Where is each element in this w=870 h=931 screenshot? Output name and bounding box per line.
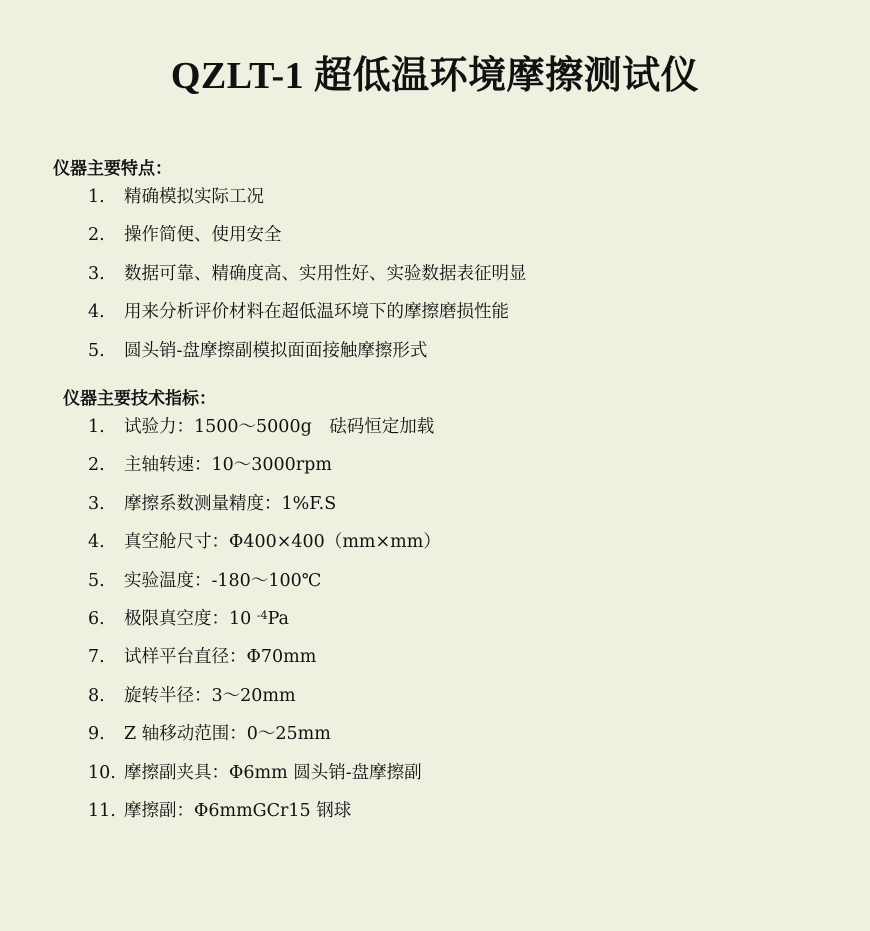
item-number: 3. xyxy=(88,263,105,284)
item-text: 试样平台直径：Φ70mm xyxy=(124,647,317,668)
features-list xyxy=(88,186,527,378)
list-item xyxy=(88,263,527,301)
item-text: 主轴转速：10～3000rpm xyxy=(124,455,332,476)
list-item xyxy=(88,301,527,339)
item-number: 5. xyxy=(88,570,105,591)
item-text: 操作简便、使用安全 xyxy=(124,225,282,246)
item-text: 精确模拟实际工况 xyxy=(124,187,264,207)
item-number: 1. xyxy=(88,187,105,207)
item-number: 4. xyxy=(88,532,105,553)
features-heading: 仪器主要特点： xyxy=(53,159,172,179)
list-item xyxy=(88,186,527,224)
unit-text: Pa xyxy=(267,608,289,629)
item-text: 真空舱尺寸：Φ400×400（mm×mm） xyxy=(124,532,441,553)
item-text xyxy=(124,608,289,646)
list-item xyxy=(88,608,441,646)
list-item xyxy=(88,224,527,262)
list-item xyxy=(88,685,441,723)
list-item xyxy=(88,531,441,569)
specs-heading: 仪器主要技术指标： xyxy=(63,389,216,409)
item-number: 1. xyxy=(88,417,105,437)
list-item xyxy=(88,570,441,608)
list-item xyxy=(88,454,441,492)
list-item xyxy=(88,416,441,454)
specs-list xyxy=(88,416,441,838)
item-text: Z 轴移动范围：0～25mm xyxy=(124,724,331,745)
item-number: 6. xyxy=(88,608,105,629)
item-text: 旋转半径：3～20mm xyxy=(124,685,296,706)
item-number: 2. xyxy=(88,225,105,246)
item-number: 5. xyxy=(88,340,105,361)
item-text: 数据可靠、精确度高、实用性好、实验数据表征明显 xyxy=(124,263,527,284)
item-text: 用来分析评价材料在超低温环境下的摩擦磨损性能 xyxy=(124,302,509,323)
item-number: 9. xyxy=(88,724,105,745)
item-number: 4. xyxy=(88,302,105,323)
list-item xyxy=(88,762,441,800)
item-text: 摩擦系数测量精度：1%F.S xyxy=(124,493,337,514)
exponent: -4 xyxy=(256,608,268,622)
list-item xyxy=(88,340,527,378)
list-item xyxy=(88,493,441,531)
list-item xyxy=(88,646,441,684)
page-title: QZLT-1 超低温环境摩擦测试仪 xyxy=(170,55,700,97)
item-number: 8. xyxy=(88,685,105,706)
item-text: 摩擦副：Φ6mmGCr15 钢球 xyxy=(124,800,352,821)
item-text: 摩擦副夹具：Φ6mm 圆头销-盘摩擦副 xyxy=(124,762,422,783)
item-number: 2. xyxy=(88,455,105,476)
item-text: 实验温度：-180～100℃ xyxy=(124,570,322,591)
item-number: 3. xyxy=(88,493,105,514)
vacuum-value-text: 极限真空度：10 xyxy=(124,608,257,629)
list-item xyxy=(88,723,441,761)
item-number: 11. xyxy=(88,800,116,821)
item-text: 试验力：1500～5000g 砝码恒定加载 xyxy=(124,417,435,437)
item-text: 圆头销-盘摩擦副模拟面面接触摩擦形式 xyxy=(124,340,428,361)
item-number: 7. xyxy=(88,647,105,668)
list-item xyxy=(88,800,441,838)
item-number: 10. xyxy=(88,762,116,783)
